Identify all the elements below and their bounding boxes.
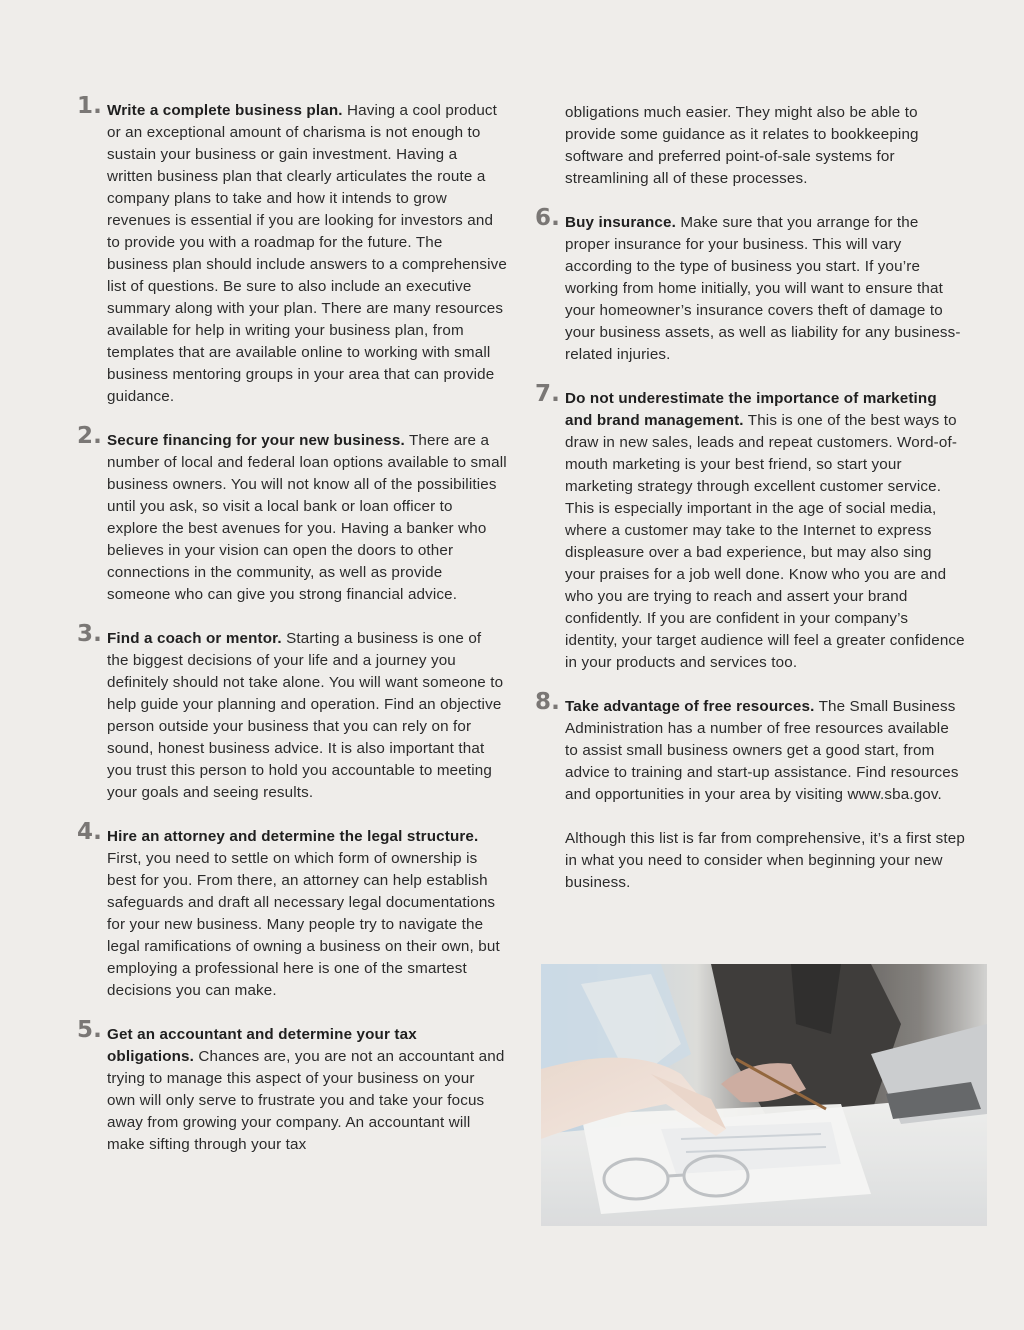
list-item-7 bbox=[534, 381, 965, 674]
item-number: 1. bbox=[76, 93, 102, 119]
business-meeting-photo bbox=[541, 964, 987, 1226]
item-title: Do not underestimate the importance of marketing and brand management. bbox=[565, 390, 937, 429]
item-text: Chances are, you are not an accountant and trying to manage this aspect of your business on your own will only serve to frustrate you and take your focus away from growing your company. An accountant will make sifting through your tax bbox=[107, 1048, 505, 1153]
right-column bbox=[534, 100, 965, 894]
item-title: Get an accountant and determine your tax obligations. bbox=[107, 1026, 417, 1065]
item-title: Write a complete business plan. bbox=[107, 102, 343, 119]
item-number: 4. bbox=[76, 819, 102, 845]
list-item-3 bbox=[76, 621, 507, 804]
item-text: There are a number of local and federal loan options available to small business owners. You will not know all of the possibilities until you ask, so visit a local bank or loan officer to explore the best avenues for you. Having a banker who believes in your vision can open the doors to other connections in the community, as well as provide someone who can give you strong financial advice. bbox=[107, 432, 507, 603]
closing-paragraph: Although this list is far from comprehensive, it’s a first step in what you need to consider when beginning your new business. bbox=[565, 830, 965, 891]
item-title: Hire an attorney and determine the legal structure. bbox=[107, 828, 479, 845]
item-text: Having a cool product or an exceptional amount of charisma is not enough to sustain your business or gain investment. Having a written business plan that clearly articulates the route a company plans to take and how it intends to grow revenues is essential if you are looking for investors and to provide you with a roadmap for the future. The business plan should include answers to a comprehensive list of questions. Be sure to also include an executive summary along with your plan. There are many resources available for help in writing your business plan, from templates that are available online to working with small business mentoring groups in your area that can provide guidance. bbox=[107, 102, 507, 405]
item-text: The Small Business Administration has a number of free resources available to assist small business owners get a good start, from advice to training and start-up assistance. Find resources and opportunities in your area by visiting www.sba.gov. bbox=[565, 698, 959, 803]
item-title: Take advantage of free resources. bbox=[565, 698, 815, 715]
item-text: Make sure that you arrange for the proper insurance for your business. This will vary according to the type of business you start. If you’re working from home initially, you will want to ensure that your homeowner’s insurance covers theft of damage to your business assets, as well as liability for any business-related injuries. bbox=[565, 214, 961, 363]
item-number: 8. bbox=[534, 689, 560, 715]
continued-paragraph: obligations much easier. They might also be able to provide some guidance as it relates to bookkeeping software and preferred point-of-sale systems for streamlining all of these processes. bbox=[565, 104, 919, 187]
left-column bbox=[76, 93, 507, 1178]
item-text: Starting a business is one of the biggest decisions of your life and a journey you definitely should not take alone. You will want someone to help guide your planning and operation. Find an objective person outside your business that you can rely on for sound, honest business advice. It is also important that you trust this person to hold you accountable to meeting your goals and seeing results. bbox=[107, 630, 504, 801]
item-text: First, you need to settle on which form of ownership is best for you. From there, an attorney can help establish safeguards and draft all necessary legal documentations for your new business. Many people try to navigate the legal ramifications of owning a business on their own, but employing a professional here is one of the smartest decisions you can make. bbox=[107, 850, 500, 999]
item-title: Secure financing for your new business. bbox=[107, 432, 405, 449]
list-item-4 bbox=[76, 819, 507, 1002]
item-number: 5. bbox=[76, 1017, 102, 1043]
item-number: 3. bbox=[76, 621, 102, 647]
list-item-8 bbox=[534, 689, 965, 806]
list-item-1 bbox=[76, 93, 507, 408]
item-number: 7. bbox=[534, 381, 560, 407]
item-title: Find a coach or mentor. bbox=[107, 630, 282, 647]
photo-illustration bbox=[541, 964, 987, 1226]
item-number: 6. bbox=[534, 205, 560, 231]
item-title: Buy insurance. bbox=[565, 214, 676, 231]
item-text: This is one of the best ways to draw in new sales, leads and repeat customers. Word-of-mouth marketing is your best friend, so start your marketing strategy through excellent customer service. This is especially important in the age of social media, where a customer may take to the Internet to express displeasure over a bad experience, but may also sing your praises for a job well done. Know who you are and who you are trying to reach and assert your brand confidently. If you are confident in your company’s identity, your target audience will feel a greater confidence in your products and services too. bbox=[565, 412, 965, 671]
list-item-2 bbox=[76, 423, 507, 606]
item-number: 2. bbox=[76, 423, 102, 449]
list-item-6 bbox=[534, 205, 965, 366]
list-item-5 bbox=[76, 1017, 507, 1156]
